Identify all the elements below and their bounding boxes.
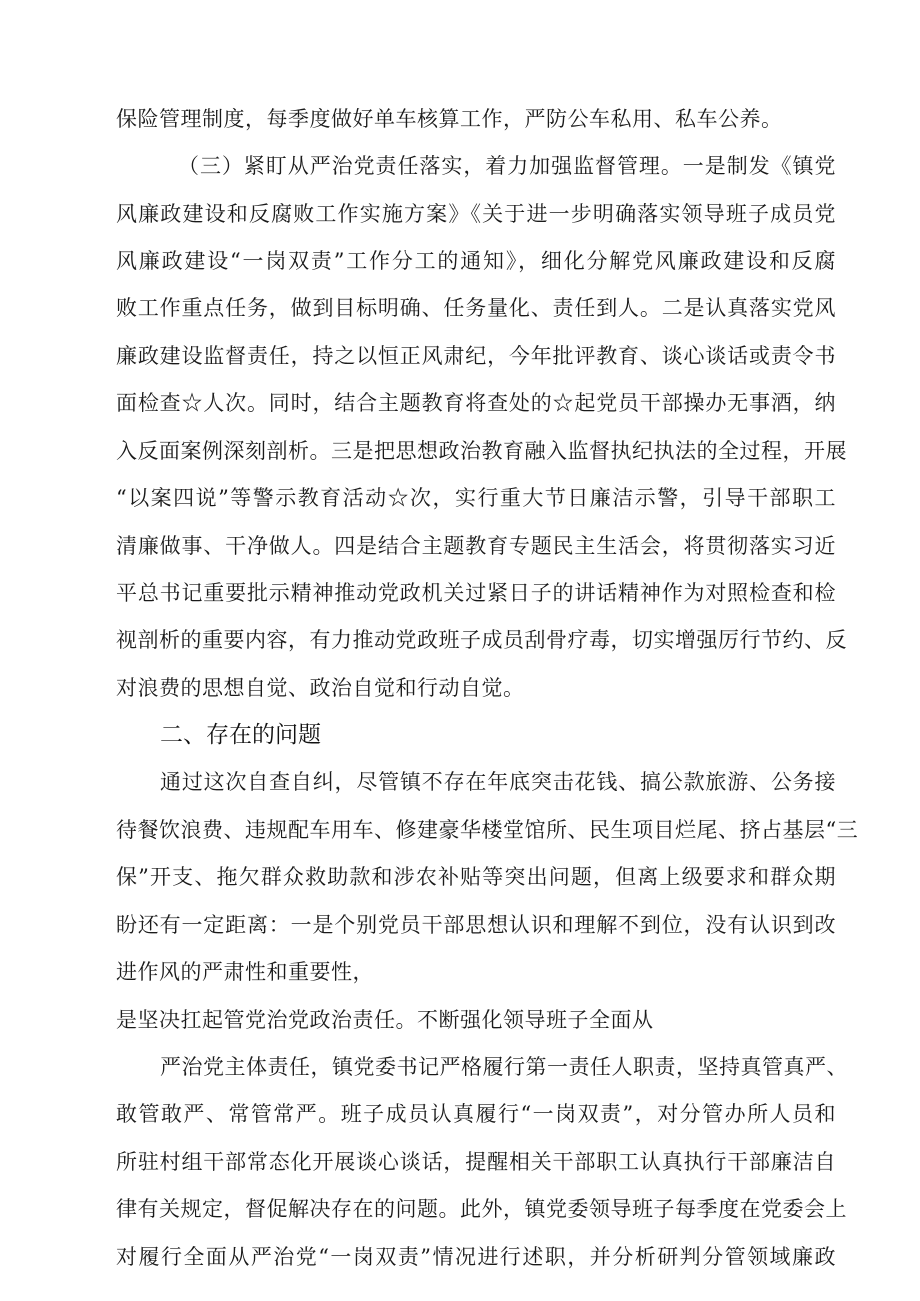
section-heading: 二、存在的问题 bbox=[160, 722, 321, 748]
paragraph-line: 进作风的严肃性和重要性， bbox=[116, 960, 374, 984]
paragraph-line: 待餐饮浪费、违规配车用车、修建豪华楼堂馆所、民生项目烂尾、挤占基层“三 bbox=[116, 818, 859, 842]
paragraph-line: 面检查☆人次。同时，结合主题教育将查处的☆起党员干部操办无事酒，纳 bbox=[116, 391, 836, 415]
paragraph-line: 清廉做事、干净做人。四是结合主题教育专题民主生活会，将贯彻落实习近 bbox=[116, 534, 836, 558]
paragraph-line: 是坚决扛起管党治党政治责任。不断强化领导班子全面从 bbox=[116, 1008, 654, 1032]
paragraph-line: 败工作重点任务，做到目标明确、任务量化、责任到人。二是认真落实党风 bbox=[116, 296, 836, 320]
paragraph-line: 视剖析的重要内容，有力推动党政班子成员刮骨疗毒，切实增强厉行节约、反 bbox=[116, 628, 847, 652]
paragraph-line: 廉政建设监督责任，持之以恒正风肃纪，今年批评教育、谈心谈话或责令书 bbox=[116, 344, 836, 368]
paragraph-line: 对履行全面从严治党“一岗双责”情况进行述职，并分析研判分管领域廉政 bbox=[116, 1245, 836, 1269]
paragraph-line: 风廉政建设和反腐败工作实施方案》《关于进一步明确落实领导班子成员党 bbox=[116, 202, 836, 226]
paragraph-line: 律有关规定，督促解决存在的问题。此外，镇党委领导班子每季度在党委会上 bbox=[116, 1197, 847, 1221]
paragraph-line: “以案四说”等警示教育活动☆次，实行重大节日廉洁示警，引导干部职工 bbox=[116, 486, 836, 510]
paragraph-line: 入反面案例深刻剖析。三是把思想政治教育融入监督执纪执法的全过程，开展 bbox=[116, 439, 847, 463]
paragraph-line: 盼还有一定距离：一是个别党员干部思想认识和理解不到位，没有认识到改 bbox=[116, 913, 836, 937]
paragraph-line: 保险管理制度，每季度做好单车核算工作，严防公车私用、私车公养。 bbox=[116, 107, 783, 131]
paragraph-line: 敢管敢严、常管常严。班子成员认真履行“一岗双责”，对分管办所人员和 bbox=[116, 1102, 836, 1126]
paragraph-line: 所驻村组干部常态化开展谈心谈话，提醒相关干部职工认真执行干部廉洁自 bbox=[116, 1150, 836, 1174]
paragraph-line: 通过这次自查自纠，尽管镇不存在年底突击花钱、搞公款旅游、公务接 bbox=[160, 770, 836, 794]
paragraph-line: （三）紧盯从严治党责任落实，着力加强监督管理。一是制发《镇党 bbox=[178, 154, 836, 178]
paragraph-line: 平总书记重要批示精神推动党政机关过紧日子的讲话精神作为对照检查和检 bbox=[116, 581, 836, 605]
paragraph-line: 对浪费的思想自觉、政治自觉和行动自觉。 bbox=[116, 676, 525, 700]
paragraph-line: 风廉政建设“一岗双责”工作分工的通知》，细化分解党风廉政建设和反腐 bbox=[116, 249, 836, 273]
paragraph-line: 严治党主体责任，镇党委书记严格履行第一责任人职责，坚持真管真严、 bbox=[160, 1055, 848, 1079]
paragraph-line: 保”开支、拖欠群众救助款和涉农补贴等突出问题，但离上级要求和群众期 bbox=[116, 865, 836, 889]
